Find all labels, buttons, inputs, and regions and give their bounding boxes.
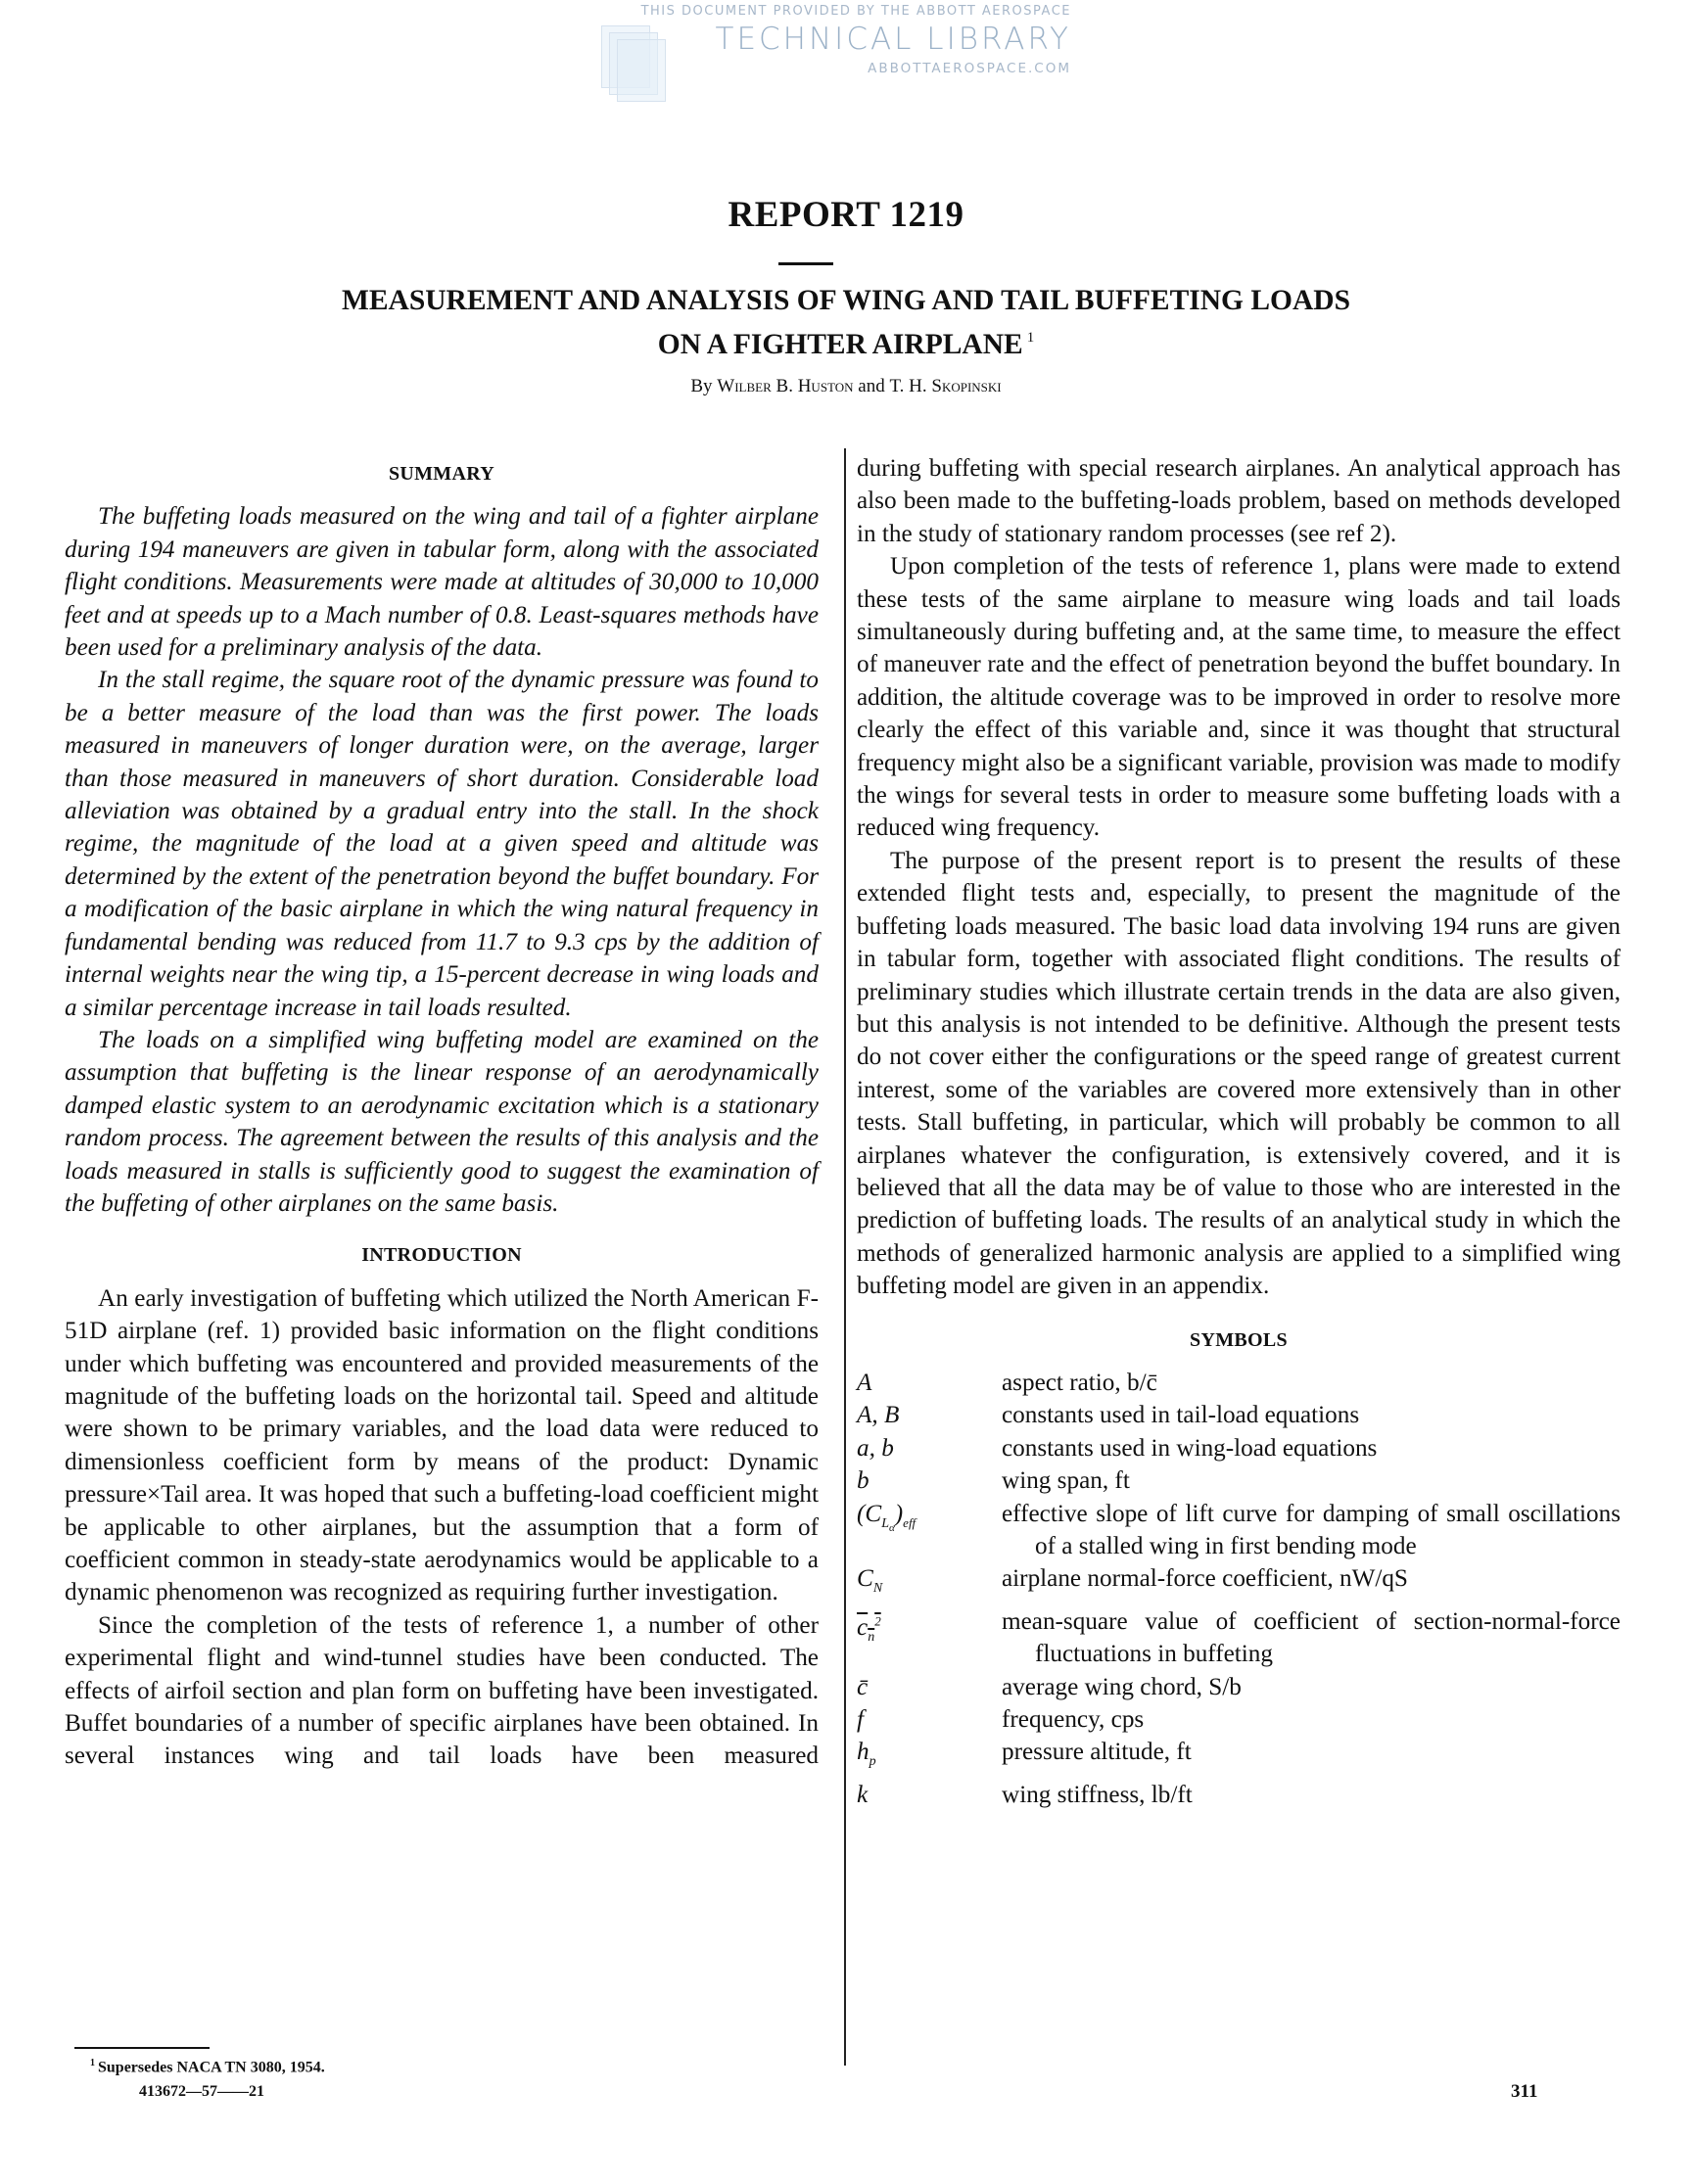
- symbol-term: a, b: [857, 1434, 894, 1462]
- watermark-library-name: TECHNICAL LIBRARY: [715, 22, 1071, 57]
- symbol-description-cell: [1002, 1367, 1621, 1399]
- footnote: [90, 2058, 325, 2076]
- print-code: 413672—57——21: [139, 2083, 264, 2100]
- symbol-description-cell: [1002, 1605, 1621, 1671]
- symbol-description: wing stiffness, lb/ft: [1002, 1781, 1193, 1808]
- paper-title: [0, 282, 1692, 363]
- symbol-term: A, B: [857, 1402, 900, 1429]
- symbol-term: $(C_{L_\alpha})_{eff}$: [857, 1500, 916, 1534]
- symbol-description-cell: [1002, 1432, 1621, 1464]
- summary-paragraph: The loads on a simplified wing buffeting model are examined on the assumption that buffeting is the linear response of an aerodynamically damped elastic system to an aerodynamic excitation which is a stationary random process. The agreement between the results of this analysis and the loads measured in stalls is sufficiently good to suggest the examination of the buffeting of other airplanes on the same basis.: [65, 1026, 819, 1217]
- footnote-divider: [74, 2047, 210, 2049]
- column-divider: [844, 448, 846, 2066]
- symbol-description-cell: [1002, 1498, 1621, 1563]
- symbol-description-cell: [1002, 1671, 1621, 1703]
- symbol-term: $h_p$: [857, 1739, 876, 1770]
- title-footnote-mark: 1: [1026, 330, 1035, 346]
- symbol-description: aspect ratio, b/c̄: [1002, 1369, 1157, 1396]
- symbol-term: c̄: [857, 1673, 869, 1700]
- symbol-description: frequency, cps: [1002, 1706, 1145, 1734]
- authors-prefix: By: [690, 376, 713, 396]
- symbol-description: constants used in tail-load equations: [1002, 1402, 1360, 1429]
- symbol-description-cell: [1002, 1736, 1621, 1778]
- footnote-text: Supersedes NACA TN 3080, 1954.: [98, 2059, 325, 2076]
- right-column: [857, 452, 1621, 1811]
- symbol-description: pressure altitude, ft: [1002, 1739, 1192, 1766]
- title-line-2: [0, 319, 1692, 363]
- authors-line: [0, 376, 1692, 397]
- symbol-description: wing span, ft: [1002, 1467, 1130, 1495]
- symbols-heading: SYMBOLS: [1190, 1328, 1288, 1351]
- symbol-description-cell: [1002, 1779, 1621, 1811]
- report-number: REPORT 1219: [728, 195, 964, 235]
- symbol-row: [857, 1399, 1621, 1431]
- symbol-description: effective slope of lift curve for damping of small oscillations of a stalled wing in first bending mode: [1002, 1500, 1621, 1559]
- left-column: [65, 452, 819, 1773]
- title-divider: [778, 262, 833, 265]
- symbol-description: constants used in wing-load equations: [1002, 1434, 1378, 1462]
- introduction-paragraph: An early investigation of buffeting which utilized the North American F-51D airplane (ref. 1) provided basic information on the flight conditions under which buffeting was encountered and provided measurements of the magnitude of the buffeting loads on the horizontal tail. Speed and altitude were shown to be primary variables, and the load data were reduced to dimensionless coefficient form by means of the product: Dynamic pressure×Tail area. It was hoped that such a buffeting-load coefficient might be applicable to other airplanes, but the assumption that a form of coefficient common in steady-state aerodynamics would be applicable to a dynamic phenomenon was recognized as requiring further investigation.: [65, 1284, 819, 1606]
- symbol-term: A: [857, 1369, 872, 1396]
- symbol-row: [857, 1703, 1621, 1736]
- symbol-description-cell: [1002, 1464, 1621, 1497]
- summary-heading: SUMMARY: [388, 463, 495, 485]
- abbott-watermark: [601, 4, 1071, 102]
- summary-paragraph: In the stall regime, the square root of the dynamic pressure was found to be a better measure of the load than was the first power. The loads measured in maneuvers of longer duration were, on the average, larger than those measured in maneuvers of short duration. Considerable load alleviation was obtained by a gradual entry into the stall. In the shock regime, the magnitude of the load at a given speed and altitude was determined by the extent of the penetration beyond the buffet boundary. For a modification of the basic airplane in which the wing natural frequency in fundamental bending was reduced from 11.7 to 9.3 cps by the addition of internal weights near the wing tip, a 15-percent decrease in wing loads and a similar percentage increase in tail loads resulted.: [65, 667, 819, 1021]
- introduction-paragraph: The purpose of the present report is to present the results of these extended flight tests and, especially, to present the magnitude of the buffeting loads measured. The basic load data involving 194 runs are given in tabular form, together with associated flight conditions. The results of preliminary studies which illustrate certain trends in the data are also given, but this analysis is not intended to be definitive. Although the present tests do not cover either the configurations or the speed range of greatest current interest, some of the variables are covered more extensively than in other tests. Stall buffeting, in particular, which will probably be common to all airplanes whatever the configuration, is extensively covered, and it is believed that all the data may be of value to those who are interested in the prediction of buffeting loads. The results of an analytical study in which the methods of generalized harmonic analysis are applied to a simplified wing buffeting model are given in an appendix.: [857, 847, 1621, 1300]
- symbol-description: average wing chord, S/b: [1002, 1673, 1242, 1700]
- symbols-table: [857, 1367, 1621, 1811]
- symbol-row: [857, 1367, 1621, 1399]
- author-2: T. H. Skopinski: [889, 376, 1002, 396]
- symbol-description-cell: [1002, 1562, 1621, 1604]
- symbol-row: [857, 1671, 1621, 1703]
- symbol-description-cell: [1002, 1399, 1621, 1431]
- title-line-1: MEASUREMENT AND ANALYSIS OF WING AND TAIL BUFFETING LOADS: [342, 285, 1350, 316]
- introduction-heading: INTRODUCTION: [361, 1244, 522, 1267]
- symbol-row: [857, 1432, 1621, 1464]
- introduction-paragraph: Since the completion of the tests of reference 1, a number of other experimental flight and wind-tunnel studies have been conducted. The effects of airfoil section and plan form on buffeting have been investigated. Buffet boundaries of a number of specific airplanes have been obtained. In several instances wing and tail loads have been measured: [65, 1611, 819, 1770]
- symbol-row: [857, 1605, 1621, 1671]
- introduction-paragraph: Upon completion of the tests of reference 1, plans were made to extend these tests of the same airplane to measure wing loads and tail loads simultaneously during buffeting and, at the same time, to measure the effect of maneuver rate and the effect of penetration beyond the buffet boundary. In addition, the altitude coverage was to be improved in order to resolve more clearly the effect of this variable and, since it was thought that structural frequency might also be a significant variable, provision was made to modify the wings for several tests in order to measure some buffeting loads with a reduced wing frequency.: [857, 553, 1621, 842]
- symbol-term: $c_n^2$: [857, 1613, 881, 1646]
- symbol-description: airplane normal-force coefficient, nW/qS: [1002, 1565, 1408, 1593]
- symbol-row: [857, 1779, 1621, 1811]
- page-number: 311: [1511, 2081, 1538, 2102]
- symbol-row: [857, 1498, 1621, 1563]
- symbol-term: f: [857, 1706, 864, 1734]
- summary-paragraph: The buffeting loads measured on the wing and tail of a fighter airplane during 194 maneuvers are given in tabular form, along with the associated flight conditions. Measurements were made at altitudes of 30,000 to 10,000 feet and at speeds up to a Mach number of 0.8. Least-squares methods have been used for a preliminary analysis of the data.: [65, 503, 819, 662]
- footnote-mark: 1: [90, 2058, 95, 2068]
- symbol-term: $C_N$: [857, 1565, 883, 1597]
- symbol-description: mean-square value of coefficient of section-normal-force fluctuations in buffeting: [1002, 1607, 1621, 1668]
- symbol-row: [857, 1562, 1621, 1604]
- watermark-provided-by: THIS DOCUMENT PROVIDED BY THE ABBOTT AEROSPACE: [640, 4, 1071, 19]
- authors-conjunction: and: [858, 376, 885, 396]
- author-1: Wilber B. Huston: [717, 376, 854, 396]
- symbol-description-cell: [1002, 1703, 1621, 1736]
- title-line-2-text: ON A FIGHTER AIRPLANE: [657, 329, 1023, 360]
- symbol-row: [857, 1736, 1621, 1778]
- symbol-term: b: [857, 1467, 870, 1495]
- symbol-term: k: [857, 1781, 869, 1808]
- symbol-row: [857, 1464, 1621, 1497]
- introduction-paragraph: during buffeting with special research airplanes. An analytical approach has also been made to the buffeting-loads problem, based on methods developed in the study of stationary random processes (see ref 2).: [857, 455, 1621, 547]
- watermark-url: ABBOTTAEROSPACE.COM: [868, 61, 1071, 76]
